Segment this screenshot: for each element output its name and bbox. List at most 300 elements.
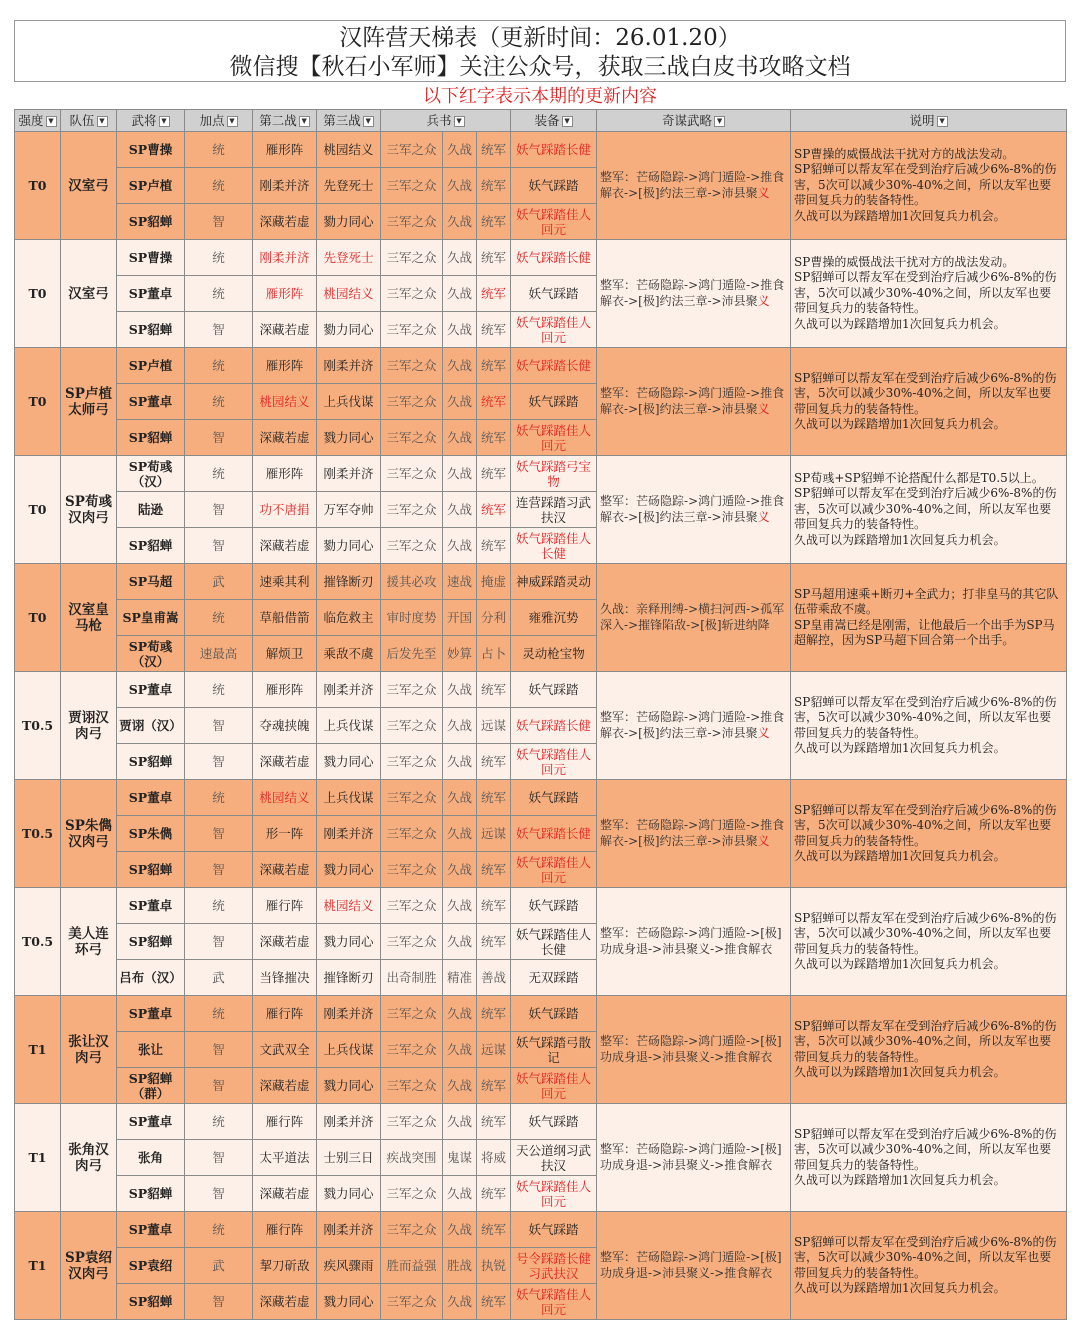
col-tier[interactable]: 强度 ▼ xyxy=(15,110,61,132)
book2-cell[interactable]: 久战 xyxy=(443,996,477,1032)
book3-cell[interactable]: 将威 xyxy=(477,1140,511,1176)
book2-cell[interactable]: 久战 xyxy=(443,420,477,456)
skill3-cell[interactable]: 戮力同心 xyxy=(317,1068,381,1104)
book3-cell[interactable]: 统军 xyxy=(477,168,511,204)
equipment-cell[interactable]: 妖气踩踏佳人回元 xyxy=(511,1176,597,1212)
points-cell[interactable]: 统 xyxy=(185,780,253,816)
col-skill3[interactable]: 第三战 ▼ xyxy=(317,110,381,132)
book1-cell[interactable]: 三军之众 xyxy=(381,1212,443,1248)
equipment-cell[interactable]: 妖气踩踏长健 xyxy=(511,816,597,852)
general-cell[interactable]: 张角 xyxy=(117,1140,185,1176)
book1-cell[interactable]: 三军之众 xyxy=(381,852,443,888)
book3-cell[interactable]: 占卜 xyxy=(477,636,511,672)
book3-cell[interactable]: 统军 xyxy=(477,924,511,960)
book1-cell[interactable]: 三军之众 xyxy=(381,1032,443,1068)
equipment-cell[interactable]: 妖气踩踏长健 xyxy=(511,132,597,168)
book3-cell[interactable]: 善战 xyxy=(477,960,511,996)
book1-cell[interactable]: 三军之众 xyxy=(381,240,443,276)
general-cell[interactable]: SP荀彧（汉） xyxy=(117,636,185,672)
book3-cell[interactable]: 统军 xyxy=(477,888,511,924)
points-cell[interactable]: 武 xyxy=(185,960,253,996)
points-cell[interactable]: 统 xyxy=(185,384,253,420)
book2-cell[interactable]: 久战 xyxy=(443,708,477,744)
book3-cell[interactable]: 统军 xyxy=(477,132,511,168)
wulue-cell[interactable]: 整军：芒砀隐踪->鸿门遁险->推食解衣->[极]约法三章->沛县聚义 xyxy=(597,348,791,456)
book3-cell[interactable]: 统军 xyxy=(477,420,511,456)
skill2-cell[interactable]: 雁行阵 xyxy=(253,1212,317,1248)
filter-dropdown-icon[interactable]: ▼ xyxy=(159,116,170,127)
general-cell[interactable]: SP董卓 xyxy=(117,384,185,420)
skill3-cell[interactable]: 刚柔并济 xyxy=(317,816,381,852)
points-cell[interactable]: 统 xyxy=(185,888,253,924)
book2-cell[interactable]: 久战 xyxy=(443,780,477,816)
skill2-cell[interactable]: 深藏若虚 xyxy=(253,852,317,888)
col-desc[interactable]: 说明 ▼ xyxy=(791,110,1067,132)
points-cell[interactable]: 速最高 xyxy=(185,636,253,672)
equipment-cell[interactable]: 妖气踩踏佳人回元 xyxy=(511,420,597,456)
skill2-cell[interactable]: 挈刀斫敌 xyxy=(253,1248,317,1284)
equipment-cell[interactable]: 天公道纲习武扶汉 xyxy=(511,1140,597,1176)
points-cell[interactable]: 智 xyxy=(185,1068,253,1104)
general-cell[interactable]: 吕布（汉） xyxy=(117,960,185,996)
skill2-cell[interactable]: 深藏若虚 xyxy=(253,312,317,348)
skill2-cell[interactable]: 刚柔并济 xyxy=(253,168,317,204)
tier-cell[interactable]: T0 xyxy=(15,240,61,348)
book1-cell[interactable]: 三军之众 xyxy=(381,276,443,312)
equipment-cell[interactable]: 神威踩踏灵动 xyxy=(511,564,597,600)
book1-cell[interactable]: 三军之众 xyxy=(381,204,443,240)
book2-cell[interactable]: 精准 xyxy=(443,960,477,996)
team-name-cell[interactable]: 贾诩汉肉弓 xyxy=(61,672,117,780)
equipment-cell[interactable]: 妖气踩踏 xyxy=(511,384,597,420)
points-cell[interactable]: 武 xyxy=(185,564,253,600)
skill3-cell[interactable]: 临危救主 xyxy=(317,600,381,636)
skill3-cell[interactable]: 上兵伐谋 xyxy=(317,708,381,744)
general-cell[interactable]: SP袁绍 xyxy=(117,1248,185,1284)
equipment-cell[interactable]: 妖气踩踏长健 xyxy=(511,348,597,384)
team-name-cell[interactable]: 张角汉肉弓 xyxy=(61,1104,117,1212)
tier-cell[interactable]: T0 xyxy=(15,348,61,456)
filter-dropdown-icon[interactable]: ▼ xyxy=(46,116,57,127)
points-cell[interactable]: 智 xyxy=(185,1284,253,1320)
book2-cell[interactable]: 久战 xyxy=(443,132,477,168)
equipment-cell[interactable]: 妖气踩踏佳人长健 xyxy=(511,528,597,564)
book2-cell[interactable]: 久战 xyxy=(443,384,477,420)
book2-cell[interactable]: 久战 xyxy=(443,312,477,348)
team-name-cell[interactable]: SP朱儁汉肉弓 xyxy=(61,780,117,888)
book1-cell[interactable]: 后发先至 xyxy=(381,636,443,672)
book2-cell[interactable]: 久战 xyxy=(443,204,477,240)
book1-cell[interactable]: 三军之众 xyxy=(381,744,443,780)
general-cell[interactable]: SP貂蝉（群） xyxy=(117,1068,185,1104)
description-cell[interactable]: SP马超用速乘+断刃+全武力；打非皇马的其它队伍带乘敌不虞。 SP皇甫嵩已经是刚需，让他最后一个出手为SP马超解控，因为SP马超下回合第一个出手。 xyxy=(791,564,1067,672)
book2-cell[interactable]: 久战 xyxy=(443,276,477,312)
wulue-cell[interactable]: 整军：芒砀隐踪->鸿门遁险->[极]功成身退->沛县聚义->推食解衣 xyxy=(597,1212,791,1320)
skill3-cell[interactable]: 戮力同心 xyxy=(317,744,381,780)
skill2-cell[interactable]: 雁形阵 xyxy=(253,348,317,384)
points-cell[interactable]: 统 xyxy=(185,1104,253,1140)
description-cell[interactable]: SP荀彧+SP貂蝉不论搭配什么都是T0.5以上。 SP貂蝉可以帮友军在受到治疗后减少6%-8%的伤害，5次可以减少30%-40%之间，所以友军也要带回复兵力的装备特性。 久战可以为踩踏增加1次回复兵力机会。 xyxy=(791,456,1067,564)
general-cell[interactable]: SP曹操 xyxy=(117,132,185,168)
general-cell[interactable]: SP马超 xyxy=(117,564,185,600)
book3-cell[interactable]: 统军 xyxy=(477,276,511,312)
points-cell[interactable]: 统 xyxy=(185,132,253,168)
skill2-cell[interactable]: 深藏若虚 xyxy=(253,1284,317,1320)
filter-dropdown-icon[interactable]: ▼ xyxy=(227,116,238,127)
equipment-cell[interactable]: 妖气踩踏弓宝物 xyxy=(511,456,597,492)
book2-cell[interactable]: 久战 xyxy=(443,456,477,492)
team-name-cell[interactable]: 张让汉肉弓 xyxy=(61,996,117,1104)
team-name-cell[interactable]: SP荀彧汉肉弓 xyxy=(61,456,117,564)
skill2-cell[interactable]: 深藏若虚 xyxy=(253,924,317,960)
description-cell[interactable]: SP貂蝉可以帮友军在受到治疗后减少6%-8%的伤害，5次可以减少30%-40%之间，所以友军也要带回复兵力的装备特性。 久战可以为踩踏增加1次回复兵力机会。 xyxy=(791,672,1067,780)
skill2-cell[interactable]: 当锋摧决 xyxy=(253,960,317,996)
points-cell[interactable]: 智 xyxy=(185,1176,253,1212)
book2-cell[interactable]: 久战 xyxy=(443,240,477,276)
book3-cell[interactable]: 远谋 xyxy=(477,708,511,744)
description-cell[interactable]: SP曹操的威慑战法干扰对方的战法发动。 SP貂蝉可以帮友军在受到治疗后减少6%-8%的伤害，5次可以减少30%-40%之间，所以友军也要带回复兵力的装备特性。 久战可以为踩踏增加1次回复兵力机会。 xyxy=(791,240,1067,348)
filter-dropdown-icon[interactable]: ▼ xyxy=(97,116,108,127)
skill3-cell[interactable]: 桃园结义 xyxy=(317,276,381,312)
book1-cell[interactable]: 三军之众 xyxy=(381,348,443,384)
skill3-cell[interactable]: 刚柔并济 xyxy=(317,1104,381,1140)
general-cell[interactable]: SP卢植 xyxy=(117,348,185,384)
skill3-cell[interactable]: 上兵伐谋 xyxy=(317,1032,381,1068)
book1-cell[interactable]: 三军之众 xyxy=(381,1068,443,1104)
general-cell[interactable]: SP曹操 xyxy=(117,240,185,276)
skill3-cell[interactable]: 戮力同心 xyxy=(317,924,381,960)
general-cell[interactable]: SP貂蝉 xyxy=(117,1176,185,1212)
general-cell[interactable]: SP董卓 xyxy=(117,276,185,312)
general-cell[interactable]: SP董卓 xyxy=(117,1104,185,1140)
skill2-cell[interactable]: 解烦卫 xyxy=(253,636,317,672)
equipment-cell[interactable]: 妖气踩踏 xyxy=(511,672,597,708)
tier-cell[interactable]: T0 xyxy=(15,564,61,672)
book3-cell[interactable]: 掩虚 xyxy=(477,564,511,600)
filter-dropdown-icon[interactable]: ▼ xyxy=(299,116,310,127)
book2-cell[interactable]: 久战 xyxy=(443,1104,477,1140)
book3-cell[interactable]: 分利 xyxy=(477,600,511,636)
book2-cell[interactable]: 开国 xyxy=(443,600,477,636)
book1-cell[interactable]: 三军之众 xyxy=(381,492,443,528)
book2-cell[interactable]: 久战 xyxy=(443,168,477,204)
team-name-cell[interactable]: 美人连环弓 xyxy=(61,888,117,996)
points-cell[interactable]: 统 xyxy=(185,1212,253,1248)
wulue-cell[interactable]: 久战：亲释刑缚->横扫河西->孤军深入->摧锋陷敌->[极]斩进纳降 xyxy=(597,564,791,672)
skill2-cell[interactable]: 深藏若虚 xyxy=(253,204,317,240)
skill2-cell[interactable]: 形一阵 xyxy=(253,816,317,852)
skill2-cell[interactable]: 太平道法 xyxy=(253,1140,317,1176)
skill3-cell[interactable]: 刚柔并济 xyxy=(317,456,381,492)
equipment-cell[interactable]: 妖气踩踏长健 xyxy=(511,240,597,276)
general-cell[interactable]: SP朱儁 xyxy=(117,816,185,852)
skill3-cell[interactable]: 桃园结义 xyxy=(317,132,381,168)
general-cell[interactable]: SP董卓 xyxy=(117,996,185,1032)
tier-cell[interactable]: T0 xyxy=(15,132,61,240)
points-cell[interactable]: 智 xyxy=(185,420,253,456)
book2-cell[interactable]: 久战 xyxy=(443,1068,477,1104)
filter-dropdown-icon[interactable]: ▼ xyxy=(363,116,374,127)
book1-cell[interactable]: 三军之众 xyxy=(381,672,443,708)
tier-cell[interactable]: T0.5 xyxy=(15,780,61,888)
book1-cell[interactable]: 援其必攻 xyxy=(381,564,443,600)
col-team[interactable]: 队伍 ▼ xyxy=(61,110,117,132)
wulue-cell[interactable]: 整军：芒砀隐踪->鸿门遁险->推食解衣->[极]约法三章->沛县聚义 xyxy=(597,672,791,780)
skill2-cell[interactable]: 文武双全 xyxy=(253,1032,317,1068)
team-name-cell[interactable]: 汉室弓 xyxy=(61,132,117,240)
skill2-cell[interactable]: 夺魂挟魄 xyxy=(253,708,317,744)
general-cell[interactable]: SP貂蝉 xyxy=(117,420,185,456)
points-cell[interactable]: 智 xyxy=(185,1032,253,1068)
general-cell[interactable]: SP董卓 xyxy=(117,780,185,816)
points-cell[interactable]: 统 xyxy=(185,672,253,708)
book1-cell[interactable]: 三军之众 xyxy=(381,780,443,816)
skill2-cell[interactable]: 深藏若虚 xyxy=(253,744,317,780)
book3-cell[interactable]: 统军 xyxy=(477,1176,511,1212)
wulue-cell[interactable]: 整军：芒砀隐踪->鸿门遁险->[极]功成身退->沛县聚义->推食解衣 xyxy=(597,1104,791,1212)
wulue-cell[interactable]: 整军：芒砀隐踪->鸿门遁险->推食解衣->[极]约法三章->沛县聚义 xyxy=(597,780,791,888)
book2-cell[interactable]: 久战 xyxy=(443,852,477,888)
wulue-cell[interactable]: 整军：芒砀隐踪->鸿门遁险->推食解衣->[极]约法三章->沛县聚义 xyxy=(597,456,791,564)
points-cell[interactable]: 统 xyxy=(185,348,253,384)
skill2-cell[interactable]: 雁行阵 xyxy=(253,1104,317,1140)
book3-cell[interactable]: 统军 xyxy=(477,528,511,564)
book2-cell[interactable]: 久战 xyxy=(443,744,477,780)
general-cell[interactable]: SP荀彧（汉） xyxy=(117,456,185,492)
book3-cell[interactable]: 统军 xyxy=(477,312,511,348)
team-name-cell[interactable]: 汉室弓 xyxy=(61,240,117,348)
general-cell[interactable]: SP貂蝉 xyxy=(117,528,185,564)
points-cell[interactable]: 统 xyxy=(185,240,253,276)
book1-cell[interactable]: 三军之众 xyxy=(381,528,443,564)
equipment-cell[interactable]: 妖气踩踏 xyxy=(511,888,597,924)
book3-cell[interactable]: 统军 xyxy=(477,1212,511,1248)
skill3-cell[interactable]: 疾风骤雨 xyxy=(317,1248,381,1284)
filter-dropdown-icon[interactable]: ▼ xyxy=(562,116,573,127)
wulue-cell[interactable]: 整军：芒砀隐踪->鸿门遁险->[极]功成身退->沛县聚义->推食解衣 xyxy=(597,888,791,996)
skill2-cell[interactable]: 功不唐捐 xyxy=(253,492,317,528)
book2-cell[interactable]: 鬼谋 xyxy=(443,1140,477,1176)
general-cell[interactable]: SP貂蝉 xyxy=(117,1284,185,1320)
equipment-cell[interactable]: 妖气踩踏 xyxy=(511,276,597,312)
general-cell[interactable]: 张让 xyxy=(117,1032,185,1068)
book1-cell[interactable]: 三军之众 xyxy=(381,312,443,348)
points-cell[interactable]: 智 xyxy=(185,312,253,348)
general-cell[interactable]: SP貂蝉 xyxy=(117,204,185,240)
tier-cell[interactable]: T1 xyxy=(15,996,61,1104)
description-cell[interactable]: SP貂蝉可以帮友军在受到治疗后减少6%-8%的伤害，5次可以减少30%-40%之间，所以友军也要带回复兵力的装备特性。 久战可以为踩踏增加1次回复兵力机会。 xyxy=(791,348,1067,456)
skill2-cell[interactable]: 深藏若虚 xyxy=(253,1176,317,1212)
team-name-cell[interactable]: SP卢植太师弓 xyxy=(61,348,117,456)
skill3-cell[interactable]: 桃园结义 xyxy=(317,888,381,924)
equipment-cell[interactable]: 妖气踩踏 xyxy=(511,1212,597,1248)
tier-cell[interactable]: T1 xyxy=(15,1104,61,1212)
skill2-cell[interactable]: 速乘其利 xyxy=(253,564,317,600)
filter-dropdown-icon[interactable]: ▼ xyxy=(454,116,465,127)
skill2-cell[interactable]: 深藏若虚 xyxy=(253,528,317,564)
book2-cell[interactable]: 久战 xyxy=(443,924,477,960)
book2-cell[interactable]: 久战 xyxy=(443,348,477,384)
equipment-cell[interactable]: 连营踩踏习武扶汉 xyxy=(511,492,597,528)
book1-cell[interactable]: 三军之众 xyxy=(381,996,443,1032)
points-cell[interactable]: 智 xyxy=(185,852,253,888)
skill3-cell[interactable]: 士别三日 xyxy=(317,1140,381,1176)
skill3-cell[interactable]: 上兵伐谋 xyxy=(317,384,381,420)
book1-cell[interactable]: 审时度势 xyxy=(381,600,443,636)
skill3-cell[interactable]: 勠力同心 xyxy=(317,528,381,564)
skill2-cell[interactable]: 雁行阵 xyxy=(253,996,317,1032)
col-wulue[interactable]: 奇谋武略 ▼ xyxy=(597,110,791,132)
book2-cell[interactable]: 胜战 xyxy=(443,1248,477,1284)
col-equipment[interactable]: 装备 ▼ xyxy=(511,110,597,132)
points-cell[interactable]: 武 xyxy=(185,1248,253,1284)
col-points[interactable]: 加点 ▼ xyxy=(185,110,253,132)
skill2-cell[interactable]: 刚柔并济 xyxy=(253,240,317,276)
filter-dropdown-icon[interactable]: ▼ xyxy=(714,116,725,127)
skill3-cell[interactable]: 刚柔并济 xyxy=(317,672,381,708)
book3-cell[interactable]: 统军 xyxy=(477,456,511,492)
equipment-cell[interactable]: 灵动枪宝物 xyxy=(511,636,597,672)
book1-cell[interactable]: 出奇制胜 xyxy=(381,960,443,996)
points-cell[interactable]: 智 xyxy=(185,528,253,564)
book2-cell[interactable]: 久战 xyxy=(443,528,477,564)
book3-cell[interactable]: 远谋 xyxy=(477,816,511,852)
skill3-cell[interactable]: 戮力同心 xyxy=(317,420,381,456)
points-cell[interactable]: 统 xyxy=(185,996,253,1032)
general-cell[interactable]: SP貂蝉 xyxy=(117,744,185,780)
book3-cell[interactable]: 统军 xyxy=(477,492,511,528)
general-cell[interactable]: SP董卓 xyxy=(117,1212,185,1248)
book3-cell[interactable]: 统军 xyxy=(477,384,511,420)
skill2-cell[interactable]: 雁形阵 xyxy=(253,456,317,492)
book3-cell[interactable]: 统军 xyxy=(477,780,511,816)
equipment-cell[interactable]: 妖气踩踏佳人回元 xyxy=(511,312,597,348)
equipment-cell[interactable]: 雍雅沉势 xyxy=(511,600,597,636)
points-cell[interactable]: 智 xyxy=(185,204,253,240)
points-cell[interactable]: 智 xyxy=(185,816,253,852)
book1-cell[interactable]: 三军之众 xyxy=(381,1104,443,1140)
equipment-cell[interactable]: 妖气踩踏 xyxy=(511,996,597,1032)
skill2-cell[interactable]: 深藏若虚 xyxy=(253,420,317,456)
col-books[interactable]: 兵书 ▼ xyxy=(381,110,511,132)
skill3-cell[interactable]: 戮力同心 xyxy=(317,1284,381,1320)
book1-cell[interactable]: 三军之众 xyxy=(381,924,443,960)
book3-cell[interactable]: 统军 xyxy=(477,204,511,240)
skill3-cell[interactable]: 刚柔并济 xyxy=(317,348,381,384)
book1-cell[interactable]: 疾战突围 xyxy=(381,1140,443,1176)
skill2-cell[interactable]: 雁形阵 xyxy=(253,132,317,168)
book1-cell[interactable]: 三军之众 xyxy=(381,1284,443,1320)
book3-cell[interactable]: 统军 xyxy=(477,744,511,780)
skill3-cell[interactable]: 万军夺帅 xyxy=(317,492,381,528)
skill3-cell[interactable]: 刚柔并济 xyxy=(317,1212,381,1248)
skill3-cell[interactable]: 勠力同心 xyxy=(317,312,381,348)
book3-cell[interactable]: 统军 xyxy=(477,1284,511,1320)
skill3-cell[interactable]: 勠力同心 xyxy=(317,204,381,240)
equipment-cell[interactable]: 妖气踩踏 xyxy=(511,1104,597,1140)
skill2-cell[interactable]: 桃园结义 xyxy=(253,384,317,420)
book3-cell[interactable]: 统军 xyxy=(477,1104,511,1140)
skill2-cell[interactable]: 桃园结义 xyxy=(253,780,317,816)
skill2-cell[interactable]: 雁形阵 xyxy=(253,276,317,312)
book2-cell[interactable]: 久战 xyxy=(443,888,477,924)
description-cell[interactable]: SP貂蝉可以帮友军在受到治疗后减少6%-8%的伤害，5次可以减少30%-40%之间，所以友军也要带回复兵力的装备特性。 久战可以为踩踏增加1次回复兵力机会。 xyxy=(791,1212,1067,1320)
skill3-cell[interactable]: 先登死士 xyxy=(317,168,381,204)
description-cell[interactable]: SP貂蝉可以帮友军在受到治疗后减少6%-8%的伤害，5次可以减少30%-40%之间，所以友军也要带回复兵力的装备特性。 久战可以为踩踏增加1次回复兵力机会。 xyxy=(791,996,1067,1104)
book1-cell[interactable]: 三军之众 xyxy=(381,420,443,456)
equipment-cell[interactable]: 妖气踩踏佳人回元 xyxy=(511,744,597,780)
book2-cell[interactable]: 妙算 xyxy=(443,636,477,672)
equipment-cell[interactable]: 妖气踩踏长健 xyxy=(511,708,597,744)
points-cell[interactable]: 统 xyxy=(185,276,253,312)
book3-cell[interactable]: 远谋 xyxy=(477,1032,511,1068)
book2-cell[interactable]: 久战 xyxy=(443,672,477,708)
points-cell[interactable]: 智 xyxy=(185,708,253,744)
book3-cell[interactable]: 统军 xyxy=(477,348,511,384)
equipment-cell[interactable]: 妖气踩踏弓散记 xyxy=(511,1032,597,1068)
skill3-cell[interactable]: 乘敌不虞 xyxy=(317,636,381,672)
equipment-cell[interactable]: 号令踩踏长健习武扶汉 xyxy=(511,1248,597,1284)
book1-cell[interactable]: 三军之众 xyxy=(381,132,443,168)
general-cell[interactable]: SP貂蝉 xyxy=(117,852,185,888)
points-cell[interactable]: 智 xyxy=(185,744,253,780)
equipment-cell[interactable]: 妖气踩踏佳人回元 xyxy=(511,1068,597,1104)
skill3-cell[interactable]: 摧锋断刃 xyxy=(317,960,381,996)
tier-cell[interactable]: T0.5 xyxy=(15,672,61,780)
book1-cell[interactable]: 三军之众 xyxy=(381,816,443,852)
description-cell[interactable]: SP貂蝉可以帮友军在受到治疗后减少6%-8%的伤害，5次可以减少30%-40%之间，所以友军也要带回复兵力的装备特性。 久战可以为踩踏增加1次回复兵力机会。 xyxy=(791,780,1067,888)
book2-cell[interactable]: 久战 xyxy=(443,492,477,528)
skill3-cell[interactable]: 刚柔并济 xyxy=(317,996,381,1032)
points-cell[interactable]: 统 xyxy=(185,168,253,204)
book1-cell[interactable]: 三军之众 xyxy=(381,1176,443,1212)
tier-cell[interactable]: T0.5 xyxy=(15,888,61,996)
book3-cell[interactable]: 执锐 xyxy=(477,1248,511,1284)
equipment-cell[interactable]: 无双踩踏 xyxy=(511,960,597,996)
book1-cell[interactable]: 胜而益强 xyxy=(381,1248,443,1284)
tier-cell[interactable]: T0 xyxy=(15,456,61,564)
equipment-cell[interactable]: 妖气踩踏佳人回元 xyxy=(511,852,597,888)
book2-cell[interactable]: 久战 xyxy=(443,1212,477,1248)
col-general[interactable]: 武将 ▼ xyxy=(117,110,185,132)
points-cell[interactable]: 智 xyxy=(185,924,253,960)
book1-cell[interactable]: 三军之众 xyxy=(381,168,443,204)
book2-cell[interactable]: 久战 xyxy=(443,1176,477,1212)
skill3-cell[interactable]: 先登死士 xyxy=(317,240,381,276)
book3-cell[interactable]: 统军 xyxy=(477,852,511,888)
book2-cell[interactable]: 久战 xyxy=(443,1032,477,1068)
skill2-cell[interactable]: 草船借箭 xyxy=(253,600,317,636)
points-cell[interactable]: 统 xyxy=(185,456,253,492)
equipment-cell[interactable]: 妖气踩踏佳人长健 xyxy=(511,924,597,960)
general-cell[interactable]: SP貂蝉 xyxy=(117,312,185,348)
book2-cell[interactable]: 速战 xyxy=(443,564,477,600)
general-cell[interactable]: SP貂蝉 xyxy=(117,924,185,960)
wulue-cell[interactable]: 整军：芒砀隐踪->鸿门遁险->推食解衣->[极]约法三章->沛县聚义 xyxy=(597,240,791,348)
equipment-cell[interactable]: 妖气踩踏 xyxy=(511,780,597,816)
description-cell[interactable]: SP貂蝉可以帮友军在受到治疗后减少6%-8%的伤害，5次可以减少30%-40%之间，所以友军也要带回复兵力的装备特性。 久战可以为踩踏增加1次回复兵力机会。 xyxy=(791,888,1067,996)
col-skill2[interactable]: 第二战 ▼ xyxy=(253,110,317,132)
equipment-cell[interactable]: 妖气踩踏佳人回元 xyxy=(511,1284,597,1320)
equipment-cell[interactable]: 妖气踩踏 xyxy=(511,168,597,204)
general-cell[interactable]: SP卢植 xyxy=(117,168,185,204)
description-cell[interactable]: SP貂蝉可以帮友军在受到治疗后减少6%-8%的伤害，5次可以减少30%-40%之间，所以友军也要带回复兵力的装备特性。 久战可以为踩踏增加1次回复兵力机会。 xyxy=(791,1104,1067,1212)
book1-cell[interactable]: 三军之众 xyxy=(381,888,443,924)
points-cell[interactable]: 统 xyxy=(185,600,253,636)
equipment-cell[interactable]: 妖气踩踏佳人回元 xyxy=(511,204,597,240)
skill3-cell[interactable]: 摧锋断刃 xyxy=(317,564,381,600)
description-cell[interactable]: SP曹操的威慑战法干扰对方的战法发动。 SP貂蝉可以帮友军在受到治疗后减少6%-8%的伤害，5次可以减少30%-40%之间，所以友军也要带回复兵力的装备特性。 久战可以为踩踏增加1次回复兵力机会。 xyxy=(791,132,1067,240)
